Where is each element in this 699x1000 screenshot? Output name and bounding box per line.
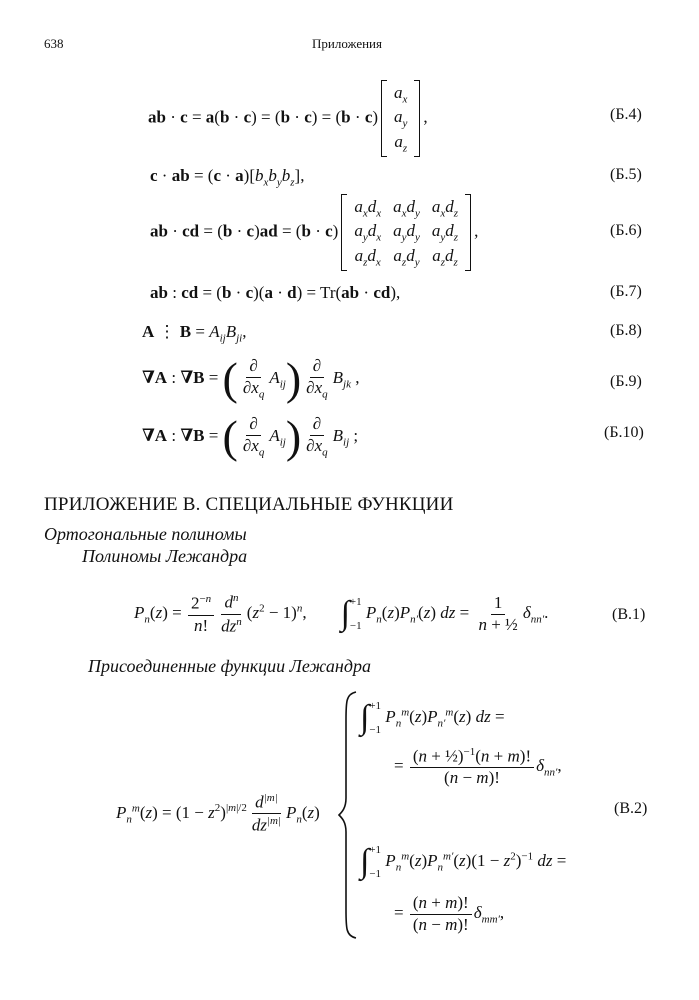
- running-title: Приложения: [312, 36, 382, 51]
- eq-number-b6: (Б.6): [610, 222, 642, 239]
- eq-number-b5: (Б.5): [610, 166, 642, 183]
- equation-v2-case2-result: = $\frac{(n + m)!}{(n - m)!}$ $\delta_{mm'}$,: [394, 893, 505, 934]
- equation-b4: ab · c = a(b · c) = (b · c) = (b · c) $a_x$ $a_y$ $a_z$ ,: [148, 80, 428, 157]
- eq-number-v1: (В.1): [612, 606, 646, 623]
- eq-number-b8: (Б.8): [610, 322, 642, 339]
- equation-b7: ab : cd = (b · c)(a · d) = Tr(ab · cd),: [150, 283, 401, 302]
- assoc-functions-heading: Присоединенные функции Лежандра: [88, 656, 371, 676]
- eq-number-b4: (Б.4): [610, 106, 642, 123]
- subsubsection-title: Полиномы Лежандра: [82, 546, 248, 566]
- page-number: 638: [44, 36, 64, 51]
- brace: [338, 690, 358, 940]
- eq-number-b9: (Б.9): [610, 373, 642, 390]
- equation-v2-case1-integral: ∫ +1 −1 $P_n^m(z)P_{n'}^m(z)$ dz =: [360, 699, 505, 737]
- equation-b6: ab · cd = (b · c)ad = (b · c) $a_xd_x$ $a_xd_y$ $a_xd_z$ $a_yd_x$ $a_yd_y$ $a_yd_z$ $a_zd_x$ $a_zd_y$ $a_zd_z$ ,: [150, 194, 478, 271]
- equation-v2-lhs: $P_n^m(z) = (1 - z^2)^{|m|/2}$ $\frac{d^{|m|}}{dz^{|m|}}$ $P_n(z)$: [116, 792, 320, 835]
- equation-v2-case2-integral: ∫ +1 −1 $P_n^m(z)P_n^{m'}(z)(1 - z^2)^{-1}$ dz =: [360, 843, 567, 881]
- eq-number-b10: (Б.10): [604, 424, 644, 441]
- equation-b5: c · ab = $(c \cdot a)[b_xb_yb_z]$,: [150, 166, 305, 189]
- equation-b8: A ⋮ $B = A_{ij}B_{ji}$,: [142, 322, 247, 345]
- equation-b10: ∇A : ∇B = ( $\frac{\partial}{\partial x_q}$ $A_{ij}$) $\frac{\partial}{\partial x_q}$ $B_{ij}$ ;: [142, 411, 359, 462]
- eq-number-v2: (В.2): [614, 800, 648, 817]
- subsection-title: Ортогональные полиномы: [44, 524, 247, 544]
- equation-b9: ∇A : ∇B = ( $\frac{\partial}{\partial x_q}$ $A_{ij}$) $\frac{\partial}{\partial x_q}$ $B_{jk}$ ,: [142, 353, 360, 404]
- section-title: ПРИЛОЖЕНИЕ В. СПЕЦИАЛЬНЫЕ ФУНКЦИИ: [44, 494, 454, 515]
- equation-v1: $P_n(z)$ = $\frac{2^{-n}}{n!}$ $\frac{d^n}{dz^n}$ $(z^2 - 1)^n$, ∫ +1 −1 $P_n(z)P_{n'}(z)$ dz = $\frac{1}{\text{n + ½}}$ $\delta_{nn'}$.: [134, 592, 549, 636]
- eq-number-b7: (Б.7): [610, 283, 642, 300]
- equation-v2-case1-result: = $\frac{(n + \frac{1}{2})^{-1}(n + m)!}{(n - m)!}$ $\delta_{nn'}$,: [394, 746, 562, 788]
